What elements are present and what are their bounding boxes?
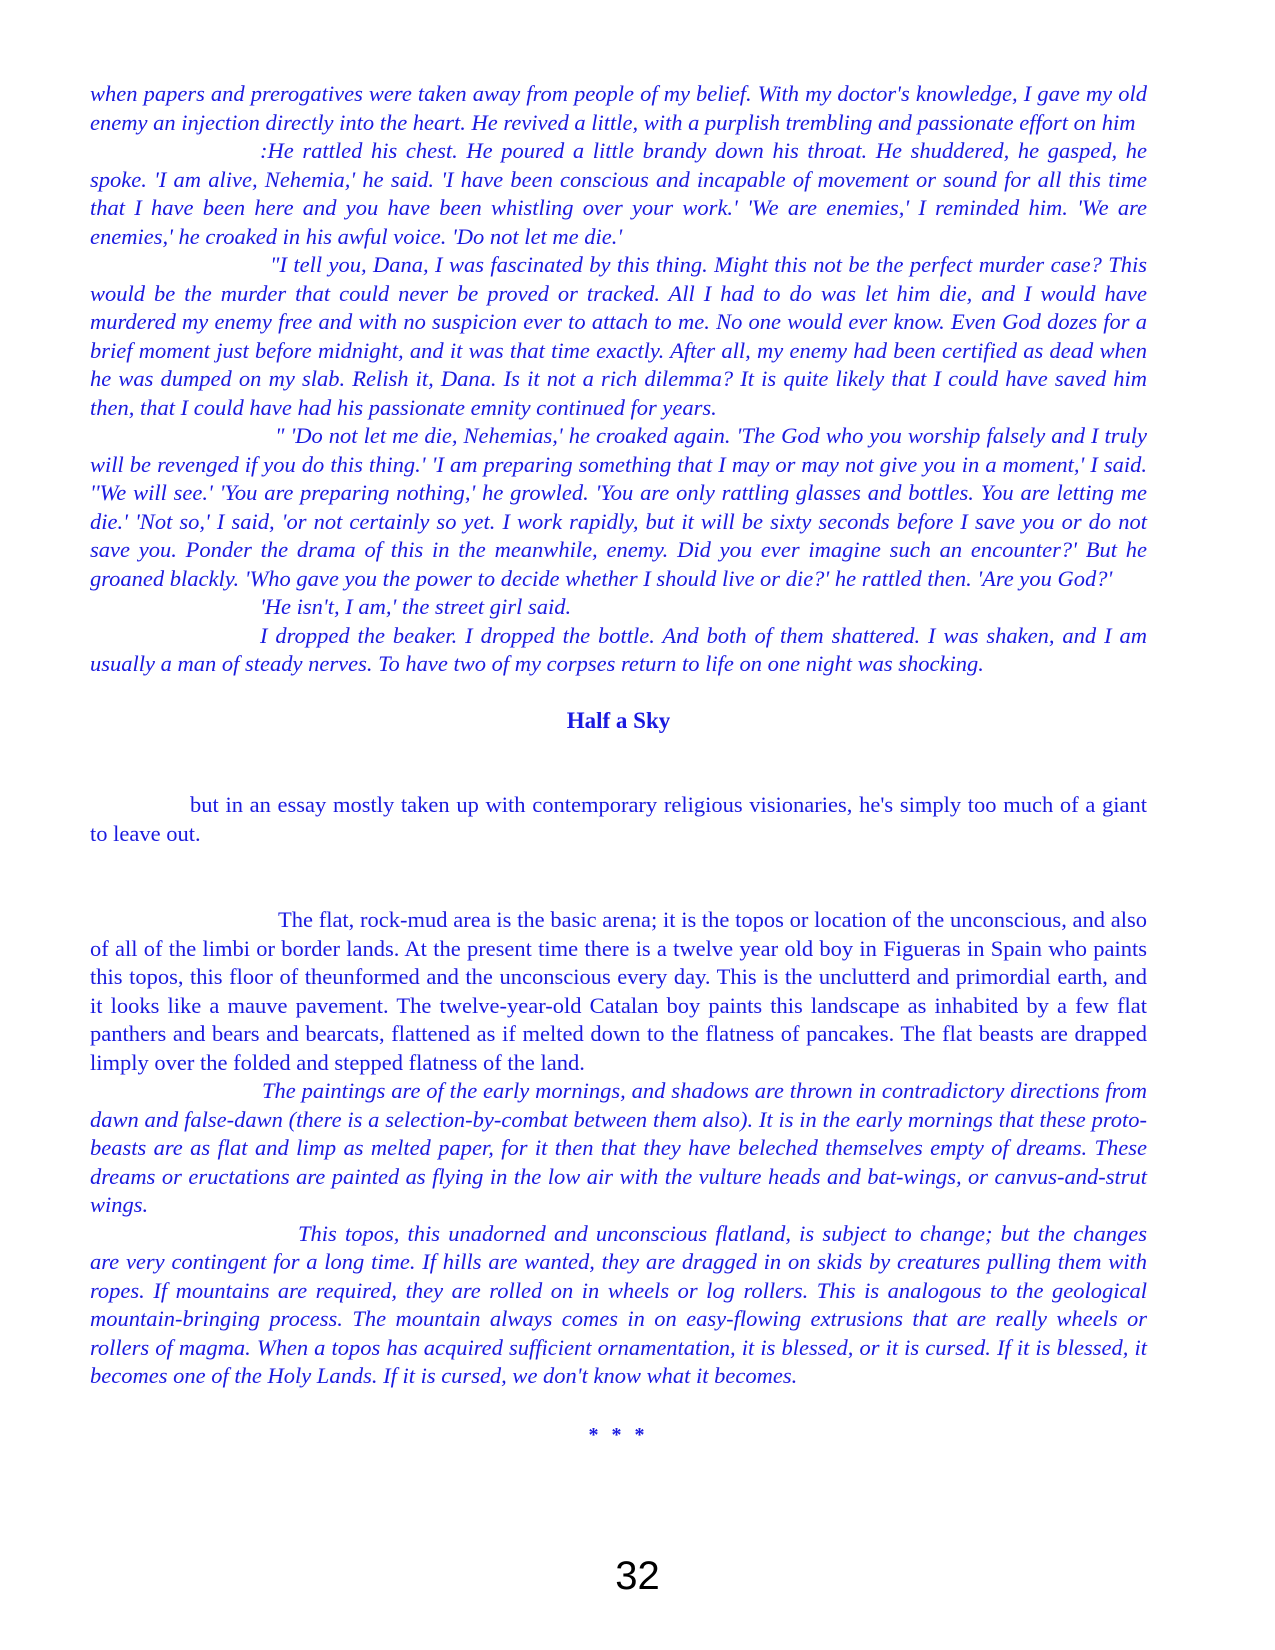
section-heading: Half a Sky [566,707,671,733]
section-paragraph-3: The paintings are of the early mornings, and shadows are thrown in contradictory directions from dawn and false-dawn (there is a selection-by-combat between them also). It is in the early mornings that these proto-beasts are as flat and limp as melted paper, for it then that they have beleched themselves empty of dreams. These dreams or eructations are painted as flying in the low air with the vulture heads and bat-wings, or canvus-and-strut wings. [90,1078,1147,1217]
section-paragraph-1: but in an essay mostly taken up with contemporary religious visionaries, he's simply too much of a giant to leave out. [90,792,1147,846]
story-paragraph-3: "I tell you, Dana, I was fascinated by this thing. Might this not be the perfect murder case? This would be the murder that could never be proved or tracked. All I had to do was let him die, and I would have murdered my enemy free and with no suspicion ever to attach to me. No one would ever know. Even God dozes for a brief moment just before midnight, and it was that time exactly. After all, my enemy had been certified as dead when he was dumped on my slab. Relish it, Dana. Is it not a rich dilemma? It is quite likely that I could have saved him then, that I could have had his passionate emnity continued for years. [90,252,1147,420]
section-separator: * * * [588,1423,649,1446]
story-paragraph-6: I dropped the beaker. I dropped the bottle. And both of them shattered. I was shaken, and I am usually a man of steady nerves. To have two of my corpses return to life on one night was shocking. [90,622,1147,676]
section-paragraph-2: The flat, rock-mud area is the basic arena; it is the topos or location of the unconscious, and also of all of the limbi or border lands. At the present time there is a twelve year old boy in Figueras in Spain who paints this topos, this floor of theunformed and the unconscious every day. This is the unclutterd and primordial earth, and it looks like a mauve pavement. The twelve-year-old Catalan boy paints this landscape as inhabited by a few flat panthers and bears and bearcats, flattened as if melted down to the flatness of pancakes. The flat beasts are drapped limply over the folded and stepped flatness of the land. [90,907,1147,1075]
story-paragraph-5: 'He isn't, I am,' the street girl said. [260,594,572,619]
story-paragraph-4: " 'Do not let me die, Nehemias,' he croaked again. 'The God who you worship falsely and I truly will be revenged if you do this thing.' 'I am preparing something that I may or may not give you in a moment,' I said. ''We will see.' 'You are preparing nothing,' he growled. 'You are only rattling glasses and bottles. You are letting me die.' 'Not so,' I said, 'or not certainly so yet. I work rapidly, but it will be sixty seconds before I save you or do not save you. Ponder the drama of this in the meanwhile, enemy. Did you ever imagine such an encounter?' But he groaned blackly. 'Who gave you the power to decide whether I should live or die?' he rattled then. 'Are you God?' [90,423,1147,591]
section-paragraph-4: This topos, this unadorned and unconscious flatland, is subject to change; but the changes are very contingent for a long time. If hills are wanted, they are dragged in on skids by creatures pulling them with ropes. If mountains are required, they are rolled on in wheels or log rollers. This is analogous to the geological mountain-bringing process. The mountain always comes in on easy-flowing extrusions that are really wheels or rollers of magma. When a topos has acquired sufficient ornamentation, it is blessed, or it is cursed. If it is blessed, it becomes one of the Holy Lands. If it is cursed, we don't know what it becomes. [90,1220,1147,1388]
story-paragraph-2: :He rattled his chest. He poured a little brandy down his throat. He shuddered, he gasped, he spoke. 'I am alive, Nehemia,' he said. 'I have been conscious and incapable of movement or sound for all this time that I have been here and you have been whistling over your work.' 'We are enemies,' I reminded him. 'We are enemies,' he croaked in his awful voice. 'Do not let me die.' [90,138,1147,249]
page-number: 32 [615,1554,660,1598]
story-paragraph-1: when papers and prerogatives were taken away from people of my belief. With my doctor's knowledge, I gave my old enemy an injection directly into the heart. He revived a little, with a purplish trembling and passionate effort on him [90,81,1147,135]
